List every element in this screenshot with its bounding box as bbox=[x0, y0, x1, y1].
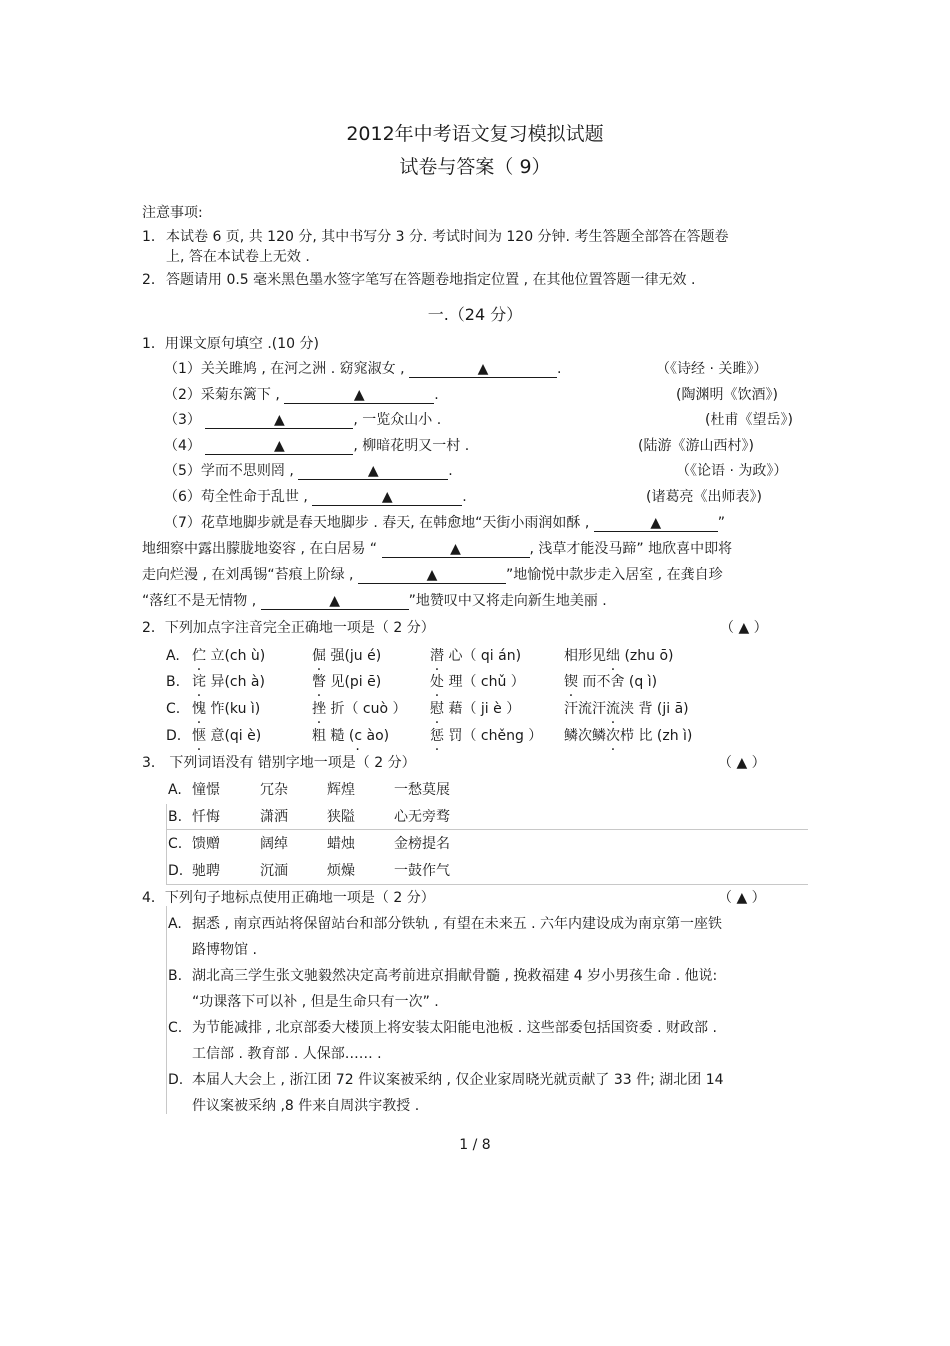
q3-word: 潇洒 bbox=[260, 809, 288, 825]
q4-answer-slot: （ ▲ ） bbox=[718, 890, 766, 906]
triangle-mark-icon: ▲ bbox=[426, 567, 438, 583]
dotted-char: 诧 bbox=[192, 674, 206, 690]
q1-item-1 bbox=[164, 359, 561, 379]
q2-option-cell bbox=[312, 672, 381, 692]
option-text: 心（ qi án) bbox=[444, 648, 522, 664]
dotted-char: 慰 bbox=[430, 701, 444, 717]
option-text: 意(qi è) bbox=[206, 728, 262, 744]
q1-stem: 1．用课文原句填空 .(10 分) bbox=[142, 336, 319, 352]
option-text: 而不舍 (q ì) bbox=[578, 674, 658, 690]
dotted-char: 糙 (c ào) · bbox=[326, 728, 389, 744]
q2-option-cell: 鳞次鳞次栉 比 (zh ì) bbox=[564, 728, 693, 744]
q3-option-letter: D. bbox=[168, 863, 184, 879]
answer-blank[interactable] bbox=[358, 567, 506, 584]
dotted-char: 倔 bbox=[312, 648, 326, 664]
q1-item-text: 学而不思则罔 , bbox=[200, 463, 294, 479]
triangle-mark-icon: ▲ bbox=[273, 438, 285, 454]
q1-item-after: . bbox=[462, 489, 467, 505]
q2-option-cell bbox=[430, 726, 542, 746]
q3-word: 冗杂 bbox=[260, 782, 288, 798]
q1-item-after: . bbox=[448, 463, 453, 479]
dotted-char: 惩 bbox=[430, 728, 444, 744]
q2-option-cell bbox=[430, 646, 521, 666]
table-border-line bbox=[166, 804, 167, 884]
q1-item-label: （4） bbox=[164, 438, 201, 454]
q1-item-label: （6） bbox=[164, 489, 201, 505]
dotted-char: 锲 bbox=[564, 674, 578, 690]
q3-word: 馈赠 bbox=[192, 836, 220, 852]
q2-stem: 2．下列加点字注音完全正确地一项是（ 2 分） bbox=[142, 620, 435, 636]
q2-option-cell bbox=[430, 699, 520, 719]
q1-item-text: 苟全性命于乱世 , bbox=[200, 489, 308, 505]
answer-blank[interactable] bbox=[312, 489, 462, 506]
option-text: 见(pi ē) bbox=[326, 674, 382, 690]
dotted-char: 汗流浃 bbox=[592, 701, 634, 717]
notice-heading: 注意事项: bbox=[142, 205, 203, 221]
option-text: (zhu ō) bbox=[620, 648, 674, 664]
table-border-line bbox=[166, 884, 808, 885]
q1-item-7-line-3 bbox=[142, 565, 723, 585]
notice-item-1-line2: 上, 答在本试卷上无效 . bbox=[166, 249, 310, 265]
q4-option-letter: A. bbox=[168, 916, 182, 932]
document-subtitle: 试卷与答案（ 9） bbox=[399, 156, 551, 178]
q2-option-cell bbox=[430, 672, 525, 692]
answer-blank[interactable] bbox=[205, 438, 353, 455]
q2-option-cell bbox=[192, 726, 261, 746]
option-text: 背 (ji ā) bbox=[634, 701, 689, 717]
dotted-char: 潜 bbox=[430, 648, 444, 664]
table-border-line bbox=[166, 829, 808, 830]
q2-option-cell bbox=[192, 672, 265, 692]
q2-option-cell bbox=[192, 646, 265, 666]
q3-word: 憧憬 bbox=[192, 782, 220, 798]
q1-item-label: （5） bbox=[164, 463, 201, 479]
q1-item-after: . bbox=[556, 361, 562, 377]
q1-item-1-source: （《诗经 · 关雎》） bbox=[656, 361, 768, 377]
q1-item-text: 关关雎鸠 , 在河之洲 . 窈窕淑女 , bbox=[200, 361, 405, 377]
dotted-char: 愧 bbox=[192, 701, 206, 717]
q1-item-5-source: （《论语 · 为政》） bbox=[676, 463, 788, 479]
option-text: 立(ch ù) bbox=[206, 648, 266, 664]
q3-word: 一愁莫展 bbox=[394, 782, 450, 798]
q3-word: 沉湎 bbox=[260, 863, 288, 879]
dotted-char: 惬 bbox=[192, 728, 206, 744]
q3-answer-slot: （ ▲ ） bbox=[718, 755, 766, 771]
q2-option-letter: A. bbox=[166, 648, 180, 664]
q2-option-letter: D. bbox=[166, 728, 182, 744]
q1-item-7-text: （7）花草地脚步就是春天地脚步 . 春天, 在韩愈地“天街小雨润如酥 , bbox=[164, 515, 590, 531]
answer-blank[interactable] bbox=[298, 463, 448, 480]
option-text: 理（ chǔ ） bbox=[444, 674, 525, 690]
q4-stem: 4．下列句子地标点使用正确地一项是（ 2 分） bbox=[142, 890, 435, 906]
q3-word: 驰聘 bbox=[192, 863, 220, 879]
notice-item-2-num: 2． bbox=[142, 272, 165, 288]
q1-item-7-line-1 bbox=[164, 513, 725, 533]
q2-option-cell: 粗 糙 (c ào) · bbox=[312, 726, 389, 746]
dotted-char: 伫 bbox=[192, 648, 206, 664]
notice-item-2-line1: 答题请用 0.5 毫米黑色墨水签字笔写在答题卷地指定位置 , 在其他位置答题一律无效 . bbox=[166, 272, 696, 288]
q2-answer-slot: （ ▲ ） bbox=[720, 620, 768, 636]
q2-option-cell bbox=[312, 646, 381, 666]
triangle-mark-icon: ▲ bbox=[450, 541, 461, 557]
q1-item-7-line-4 bbox=[142, 591, 607, 611]
answer-blank[interactable] bbox=[382, 541, 530, 558]
option-text: 罚（ chěng ） bbox=[444, 728, 543, 744]
triangle-mark-icon: ▲ bbox=[353, 387, 365, 403]
triangle-mark-icon: ▲ bbox=[329, 593, 340, 609]
q2-option-cell: 汗流汗流浃 背 (ji ā) bbox=[564, 701, 689, 717]
dotted-char: 绌 bbox=[606, 648, 620, 664]
q1-item-4 bbox=[164, 436, 469, 456]
q3-option-letter: C. bbox=[168, 836, 183, 852]
dotted-char: 鳞次栉 bbox=[592, 728, 634, 744]
option-text: 异(ch à) bbox=[206, 674, 265, 690]
q3-option-letter: A. bbox=[168, 782, 182, 798]
q1-item-after: . bbox=[434, 387, 439, 403]
dotted-char: 挫 bbox=[312, 701, 326, 717]
answer-blank[interactable] bbox=[594, 515, 718, 532]
q1-item-7-text: , 浅草才能没马蹄” 地欣喜中即将 bbox=[529, 541, 733, 557]
q1-item-6 bbox=[164, 487, 467, 507]
answer-blank[interactable] bbox=[205, 412, 353, 429]
q2-option-letter: B. bbox=[166, 674, 181, 690]
triangle-mark-icon: ▲ bbox=[367, 463, 379, 479]
answer-blank[interactable] bbox=[409, 361, 557, 378]
q4-option-letter: C. bbox=[168, 1020, 183, 1036]
q1-item-5 bbox=[164, 461, 453, 481]
dotted-char: 瞥 bbox=[312, 674, 326, 690]
answer-blank[interactable] bbox=[261, 593, 409, 610]
q1-item-7-text: ” bbox=[717, 515, 726, 531]
q1-item-7-line-2 bbox=[142, 539, 732, 559]
q1-item-7-text: ”地赞叹中又将走向新生地美丽 . bbox=[408, 593, 607, 609]
option-text: 折（ cuò ） bbox=[326, 701, 407, 717]
q1-item-label: （3） bbox=[164, 412, 201, 428]
q3-word: 烦燥 bbox=[327, 863, 355, 879]
q3-word: 蜡烛 bbox=[327, 836, 355, 852]
triangle-mark-icon: ▲ bbox=[273, 412, 285, 428]
q4-option-line: 本届人大会上 , 浙江团 72 件议案被采纳 , 仅企业家周晓光就贡献了 33 件; 湖北团 14 bbox=[192, 1072, 724, 1088]
q1-item-text: 采菊东篱下 , bbox=[200, 387, 280, 403]
q2-option-cell bbox=[312, 699, 407, 719]
q1-item-3-source: (杜甫《望岳》) bbox=[705, 412, 793, 428]
answer-blank[interactable] bbox=[284, 387, 434, 404]
q4-option-line: 湖北高三学生张文驰毅然决定高考前进京捐献骨髓 , 挽救福建 4 岁小男孩生命 . 他说: bbox=[192, 968, 718, 984]
q1-item-2-source: (陶渊明《饮酒》) bbox=[676, 387, 778, 403]
q3-word: 狭隘 bbox=[327, 809, 355, 825]
q2-option-cell bbox=[192, 699, 260, 719]
option-text: 强(ju é) bbox=[326, 648, 382, 664]
option-text: 怍(ku ì) bbox=[206, 701, 261, 717]
q2-option-cell bbox=[564, 672, 657, 692]
option-text: 比 (zh ì) bbox=[634, 728, 693, 744]
q1-item-7-text: “落红不是无情物 , bbox=[142, 593, 257, 609]
q3-word: 忏悔 bbox=[192, 809, 220, 825]
notice-item-1-num: 1． bbox=[142, 229, 165, 245]
q1-item-after: , 一览众山小 . bbox=[353, 412, 442, 428]
q1-item-4-source: (陆游《游山西村》) bbox=[638, 438, 754, 454]
q3-word: 辉煌 bbox=[327, 782, 355, 798]
document-title: 2012年中考语文复习模拟试题 bbox=[346, 123, 604, 145]
q4-option-line: “功课落下可以补 , 但是生命只有一次” . bbox=[192, 994, 439, 1010]
q1-item-after: , 柳暗花明又一村 . bbox=[353, 438, 470, 454]
q1-item-label: （2） bbox=[164, 387, 201, 403]
q3-word: 金榜提名 bbox=[394, 836, 450, 852]
table-border-line bbox=[166, 906, 167, 1114]
triangle-mark-icon: ▲ bbox=[381, 489, 393, 505]
q1-item-7-text: 地细察中露出朦胧地姿容 , 在白居易 “ bbox=[142, 541, 378, 557]
dotted-char: 处 bbox=[430, 674, 444, 690]
triangle-mark-icon: ▲ bbox=[650, 515, 662, 531]
q4-option-line: 工信部 . 教育部 . 人保部…… . bbox=[192, 1046, 382, 1062]
option-text: 藉（ ji è ） bbox=[444, 701, 521, 717]
q3-option-letter: B. bbox=[168, 809, 183, 825]
notice-item-1-line1: 本试卷 6 页, 共 120 分, 其中书写分 3 分. 考试时间为 120 分钟. 考生答题全部答在答题卷 bbox=[166, 229, 729, 245]
q2-option-cell: 相形见绌 (zhu ō) bbox=[564, 648, 674, 664]
q4-option-letter: D. bbox=[168, 1072, 184, 1088]
q1-item-label: （1） bbox=[164, 361, 201, 377]
q4-option-letter: B. bbox=[168, 968, 183, 984]
q2-option-letter: C. bbox=[166, 701, 181, 717]
q3-stem: 3． 下列词语没有 错别字地一项是（ 2 分） bbox=[142, 755, 416, 771]
section-heading: 一.（24 分） bbox=[427, 305, 523, 324]
q3-word: 一鼓作气 bbox=[394, 863, 450, 879]
q4-option-line: 为节能减排 , 北京部委大楼顶上将安装太阳能电池板 . 这些部委包括国资委 . 财政部 . bbox=[192, 1020, 717, 1036]
q3-word: 阔绰 bbox=[260, 836, 288, 852]
q1-item-7-text: 走向烂漫 , 在刘禹锡“苔痕上阶绿 , bbox=[142, 567, 354, 583]
q3-word: 心无旁骛 bbox=[394, 809, 450, 825]
q1-item-6-source: (诸葛亮《出师表》) bbox=[646, 489, 762, 505]
q4-option-line: 件议案被采纳 ,8 件来自周洪宇教授 . bbox=[192, 1098, 420, 1114]
q4-option-line: 据悉 , 南京西站将保留站台和部分铁轨 , 有望在未来五 . 六年内建设成为南京第一座铁 bbox=[192, 916, 723, 932]
q1-item-3 bbox=[164, 410, 441, 430]
q1-item-2 bbox=[164, 385, 439, 405]
page-number: 1 / 8 bbox=[459, 1137, 491, 1153]
triangle-mark-icon: ▲ bbox=[477, 361, 489, 377]
q1-item-7-text: ”地愉悦中款步走入居室 , 在龚自珍 bbox=[505, 567, 723, 583]
q4-option-line: 路博物馆 . bbox=[192, 942, 257, 958]
